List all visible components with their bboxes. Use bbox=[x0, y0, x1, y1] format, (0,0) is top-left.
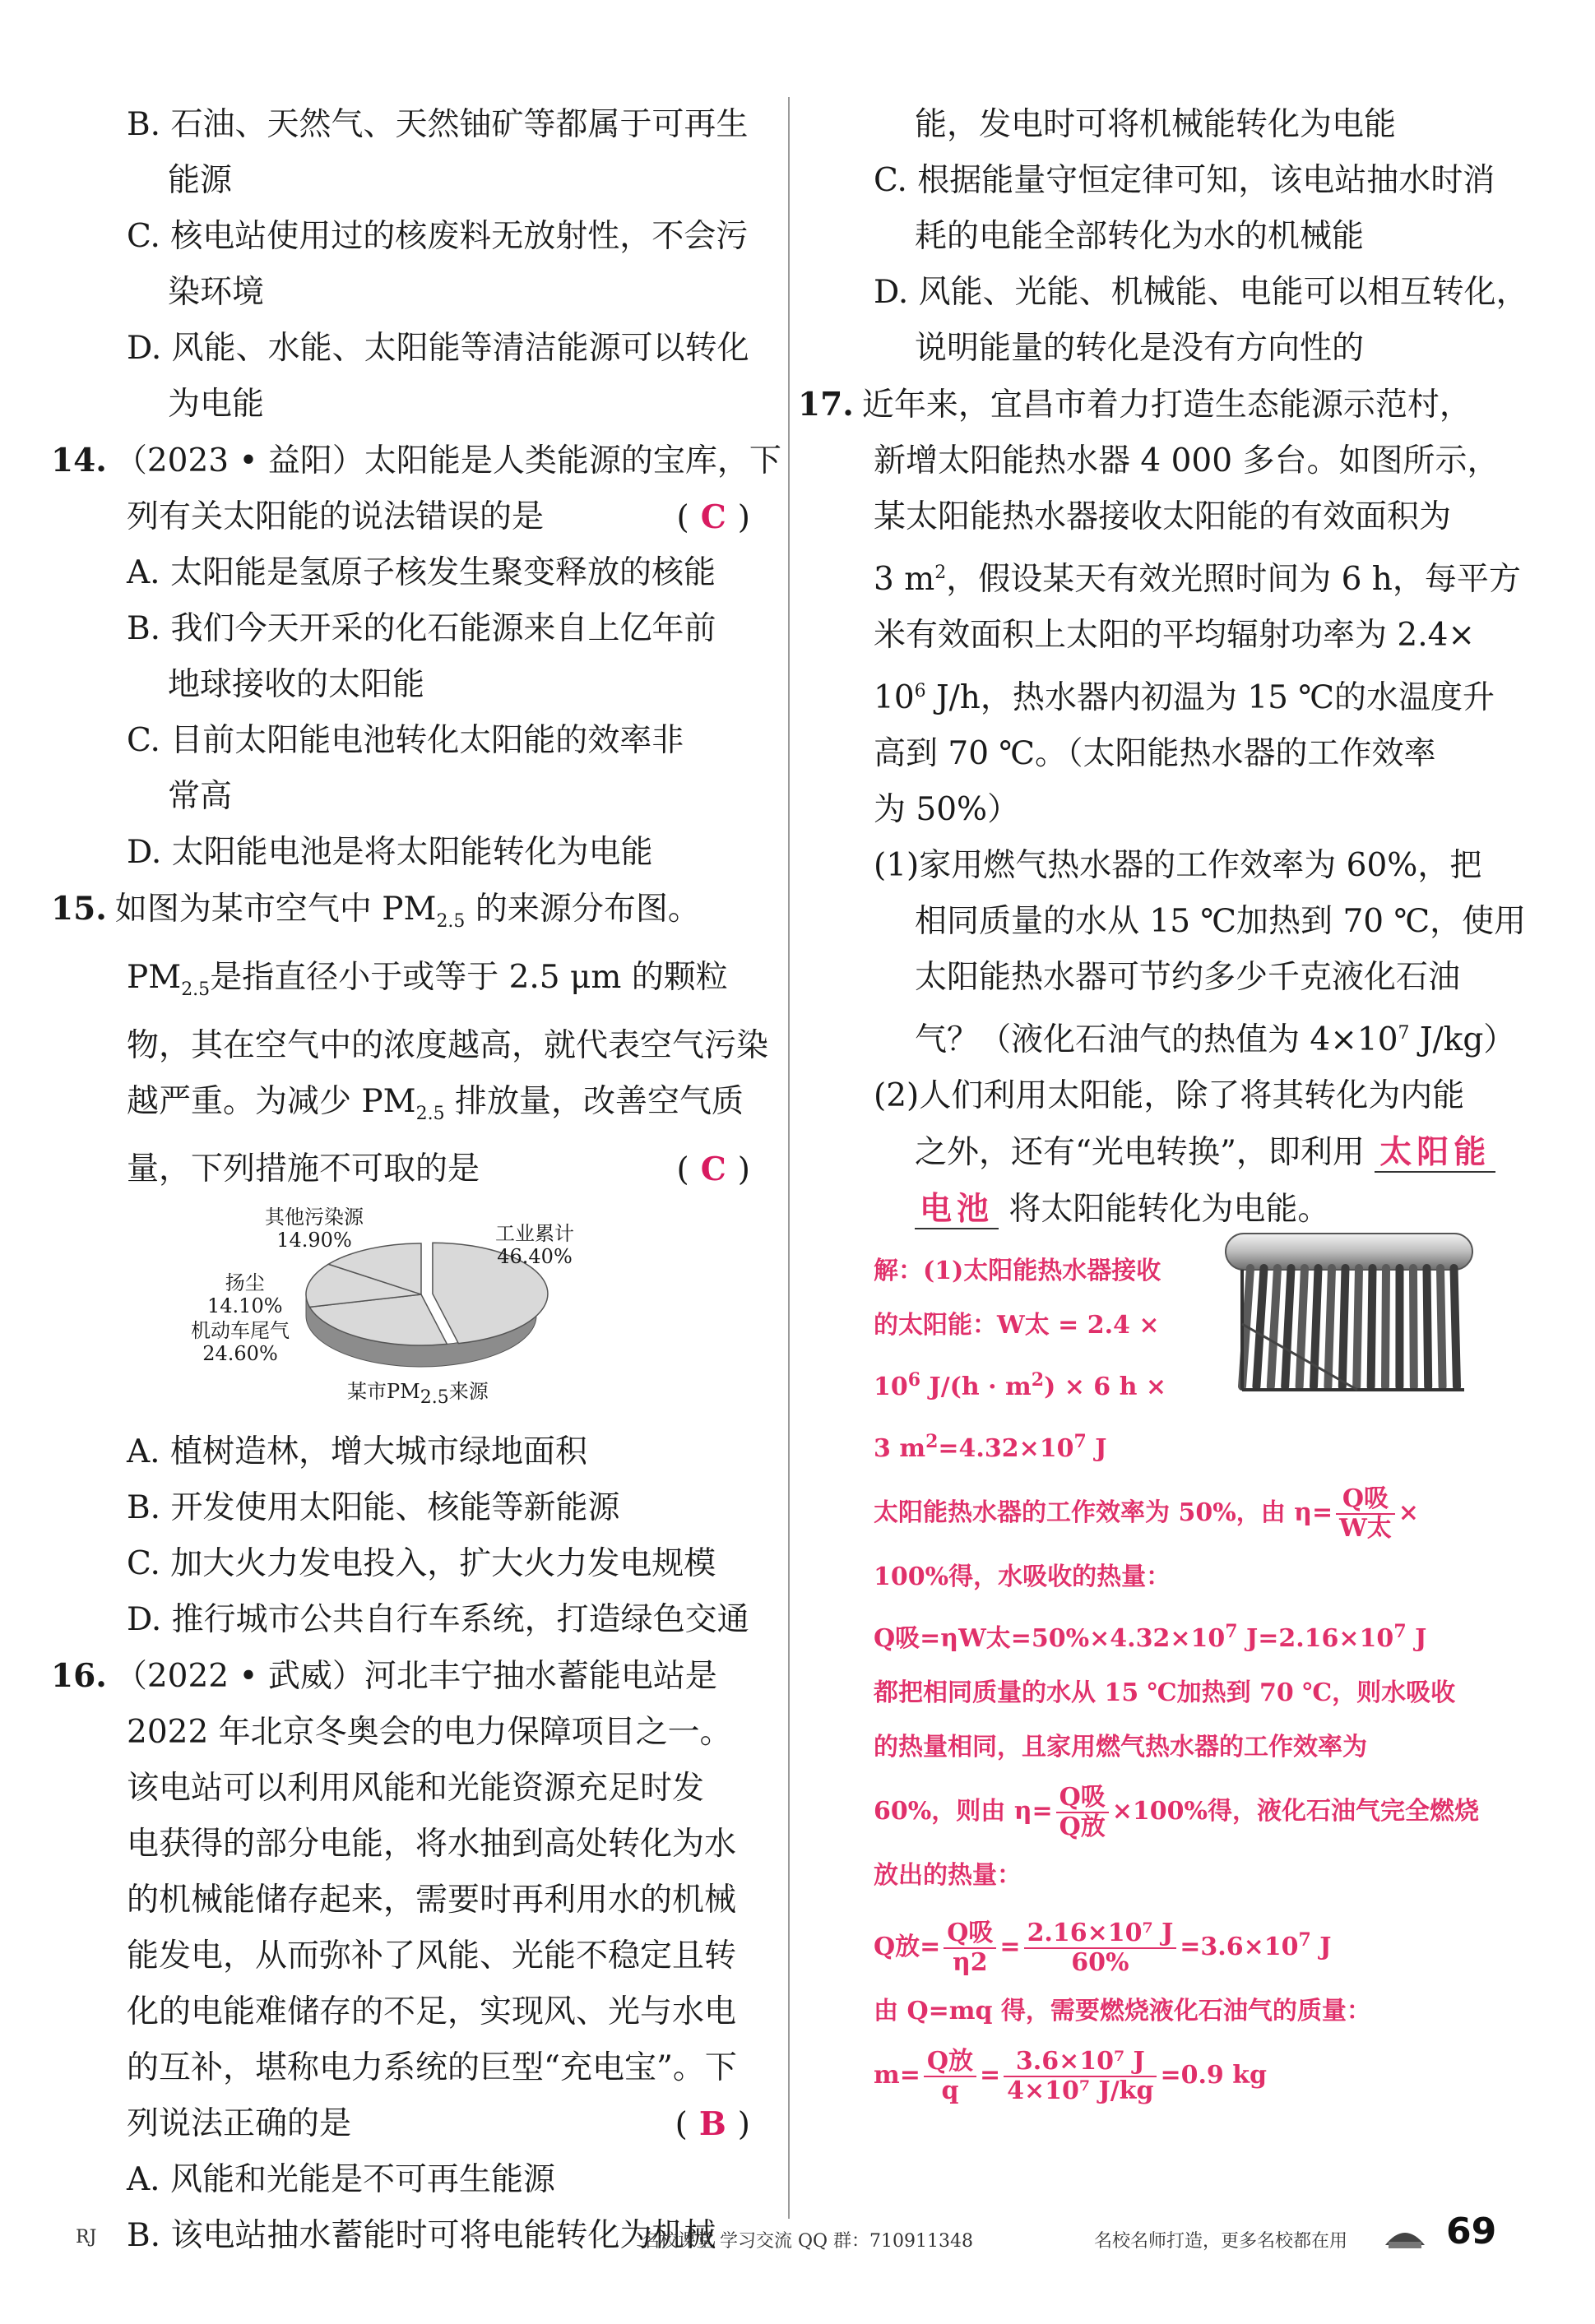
q17-stem: 17. 近年来，宜昌市着力打造生态能源示范村， bbox=[798, 386, 1472, 424]
column-divider bbox=[788, 97, 790, 2219]
q16-stem-6: 能发电，从而弥补了风能、光能不稳定且转 bbox=[127, 1937, 737, 1975]
q13-option-c: C. 核电站使用过的核废料无放射性，不会污 bbox=[127, 218, 749, 255]
label-other-sources: 其他污染源 14.90% bbox=[265, 1206, 364, 1252]
q13-option-c-cont: 染环境 bbox=[168, 274, 265, 311]
q14-number: 14. bbox=[51, 442, 107, 479]
q15-option-a: A. 植树造林，增大城市绿地面积 bbox=[127, 1433, 587, 1471]
q15-answer: ( C ) bbox=[676, 1150, 750, 1189]
vacuum-tube bbox=[1271, 1268, 1277, 1387]
answer-blank-1: 太阳能 bbox=[1375, 1133, 1495, 1173]
vacuum-tube bbox=[1440, 1268, 1443, 1387]
footer-edition: RJ bbox=[76, 2227, 97, 2248]
solution-line-10: 60%，则由 η= $\frac{\text{Q吸}}{\text{Q放}}$ ×100%得，液化石油气完全燃烧 bbox=[874, 1783, 1480, 1841]
q13-option-d-cont: 为电能 bbox=[168, 386, 265, 423]
solution-line-2: 的太阳能：W太 = 2.4 × bbox=[874, 1311, 1160, 1340]
label-dust: 扬尘 14.10% bbox=[207, 1271, 283, 1318]
q17-part2-2: 之外，还有“光电转换”，即利用 太阳能 bbox=[823, 1124, 1497, 1181]
solution-line-6: 100%得，水吸收的热量： bbox=[874, 1562, 1171, 1591]
q16-stem-2: 2022 年北京冬奥会的电力保障项目之一。 bbox=[127, 1714, 732, 1752]
q15-option-c: C. 加大火力发电投入，扩大火力发电规模 bbox=[127, 1545, 716, 1583]
solution-line-3: $10^6$ $J/(h \cdot m^2) \times 6$ h × bbox=[874, 1369, 1166, 1401]
q16-stem-7: 化的电能难储存的不足，实现风、光与水电 bbox=[127, 1993, 737, 2031]
page-number: 69 bbox=[1446, 2211, 1497, 2252]
q17-part1-2: 相同质量的水从 15 ℃加热到 70 ℃，使用 bbox=[915, 903, 1527, 940]
q16-option-c: C. 根据能量守恒定律可知，该电站抽水时消 bbox=[874, 162, 1495, 199]
q14-option-b: B. 我们今天开采的化石能源来自上亿年前 bbox=[127, 610, 716, 647]
fraction-q-release-value: $\frac{\text{2.16×10⁷ J}}{60\%}$ bbox=[1024, 1919, 1177, 1977]
solar-water-heater-image bbox=[1217, 1225, 1481, 1398]
q14-stem-cont: 列有关太阳能的说法错误的是 ( C ) bbox=[76, 489, 750, 545]
q15-stem: 15. 如图为某市空气中 $PM_{2.5}$ 的来源分布图。 bbox=[51, 890, 700, 932]
vacuum-tube bbox=[1371, 1268, 1373, 1387]
solution-line-12: Q放= $\frac{\text{Q吸}}{\eta 2}$ = $\frac{\text{2.16×10⁷ J}}{60\%}$ $=3.6\times 10^7$ J bbox=[874, 1919, 1332, 1977]
q16-stem-8: 的互补，堪称电力系统的巨型“充电宝”。下 bbox=[127, 2049, 737, 2087]
vacuum-tube bbox=[1413, 1268, 1414, 1387]
q16-option-d-cont: 说明能量的转化是没有方向性的 bbox=[915, 330, 1365, 367]
fraction-mass-value: $\frac{\text{3.6×10⁷ J}}{\text{4×10⁷ J/kg}}$ bbox=[1004, 2048, 1157, 2105]
solution-line-14: m= $\frac{\text{Q放}}{q}$ = $\frac{\text{3.6×10⁷ J}}{\text{4×10⁷ J/kg}}$ =0.9 kg bbox=[874, 2047, 1267, 2105]
vacuum-tube bbox=[1427, 1268, 1429, 1387]
vacuum-tube bbox=[1256, 1268, 1263, 1387]
q14-answer: ( C ) bbox=[676, 498, 750, 536]
q13-option-d: D. 风能、水能、太阳能等清洁能源可以转化 bbox=[127, 330, 749, 367]
solution-line-7: Q吸=ηW太$=50\%\times 4.32\times 10^7$ $J=2.16\times 10^7$ J bbox=[874, 1621, 1427, 1653]
q16-option-b: B. 该电站抽水蓄能时可将电能转化为机械 bbox=[127, 2217, 716, 2255]
chart-title: 某市$PM_{2.5}$来源 bbox=[347, 1380, 489, 1409]
pm25-pie-chart bbox=[191, 1204, 635, 1410]
q16-option-c-cont: 耗的电能全部转化为水的机械能 bbox=[915, 218, 1365, 255]
q17-number: 17. bbox=[798, 386, 854, 424]
q17-stem-6: $10^6$ J/h，热水器内初温为 15 ℃的水温度升 bbox=[874, 679, 1495, 716]
footer-qq-group: 名校课堂 学习交流 QQ 群：710911348 bbox=[642, 2231, 974, 2252]
solution-line-11: 放出的热量： bbox=[874, 1861, 1022, 1890]
solution-line-4: 3 $m^2=4.32\times 10^7$ J bbox=[874, 1431, 1107, 1463]
q14-option-d: D. 太阳能电池是将太阳能转化为电能 bbox=[127, 834, 653, 871]
q16-number: 16. bbox=[51, 1657, 107, 1696]
q17-part1: (1)家用燃气热水器的工作效率为 60%，把 bbox=[874, 847, 1482, 884]
vacuum-tube bbox=[1356, 1268, 1359, 1387]
label-vehicle: 机动车尾气 24.60% bbox=[191, 1319, 290, 1366]
q17-stem-8: 为 50%） bbox=[874, 791, 1020, 828]
fraction-eta-2: $\frac{\text{Q吸}}{\text{Q放}}$ bbox=[1056, 1784, 1109, 1841]
q14-option-a: A. 太阳能是氢原子核发生聚变释放的核能 bbox=[127, 554, 716, 591]
q16-stem-5: 的机械能储存起来，需要时再利用水的机械 bbox=[127, 1882, 737, 1919]
q16-option-a: A. 风能和光能是不可再生能源 bbox=[127, 2161, 555, 2199]
q15-stem-5: 量，下列措施不可取的是 ( C ) bbox=[76, 1141, 750, 1197]
vacuum-tube bbox=[1454, 1268, 1458, 1387]
q17-stem-4: 3 $m^2$，假设某天有效光照时间为 6 h，每平方 bbox=[874, 561, 1521, 598]
solution-line-13: 由 Q=mq 得，需要燃烧液化石油气的质量： bbox=[874, 1997, 1371, 2025]
q16-answer: ( B ) bbox=[675, 2105, 750, 2144]
publisher-logo-icon bbox=[1382, 2217, 1428, 2250]
right-column bbox=[798, 97, 1528, 2113]
vacuum-tubes bbox=[1242, 1268, 1457, 1387]
vacuum-tube bbox=[1314, 1268, 1319, 1387]
solution-line-9: 的热量相同，且家用燃气热水器的工作效率为 bbox=[874, 1733, 1367, 1762]
q17-stem-7: 高到 70 ℃。（太阳能热水器的工作效率 bbox=[874, 735, 1436, 772]
q17-part1-4: 气？（液化石油气的热值为 $4\times 10^7$ J/kg） bbox=[915, 1021, 1516, 1058]
vacuum-tube bbox=[1285, 1268, 1291, 1387]
q16-stem: 16. （2022 • 武威）河北丰宁抽水蓄能电站是 bbox=[51, 1657, 717, 1696]
q16-stem-3: 该电站可以利用风能和光能资源充足时发 bbox=[127, 1770, 705, 1808]
footer-slogan: 名校名师打造，更多名校都在用 bbox=[1094, 2231, 1348, 2252]
solution-line-5: 太阳能热水器的工作效率为 50%，由 η= $\frac{\text{Q吸}}{\text{W太}}$ × bbox=[874, 1484, 1419, 1543]
q14-option-c-cont: 常高 bbox=[168, 778, 233, 815]
vacuum-tube bbox=[1385, 1268, 1386, 1387]
q15-option-d: D. 推行城市公共自行车系统，打造绿色交通 bbox=[127, 1601, 749, 1639]
q17-stem-3: 某太阳能热水器接收太阳能的有效面积为 bbox=[874, 498, 1452, 535]
q15-stem-3: 物，其在空气中的浓度越高，就代表空气污染 bbox=[127, 1026, 769, 1064]
q16-option-b-cont: 能，发电时可将机械能转化为电能 bbox=[915, 106, 1397, 143]
vacuum-tube bbox=[1342, 1268, 1346, 1387]
q14-option-b-cont: 地球接收的太阳能 bbox=[168, 666, 425, 703]
fraction-mass: $\frac{\text{Q放}}{q}$ bbox=[924, 2048, 976, 2105]
q16-stem-4: 电获得的部分电能，将水抽到高处转化为水 bbox=[127, 1826, 737, 1863]
solution-line-8: 都把相同质量的水从 15 ℃加热到 70 ℃，则水吸收 bbox=[874, 1678, 1456, 1707]
q13-option-b: B. 石油、天然气、天然铀矿等都属于可再生 bbox=[127, 106, 749, 143]
answer-blank-2: 电池 bbox=[915, 1190, 999, 1229]
q14-stem: 14. （2023 • 益阳）太阳能是人类能源的宝库，下 bbox=[51, 442, 781, 479]
left-column bbox=[51, 97, 781, 2264]
vacuum-tube bbox=[1328, 1268, 1332, 1387]
vacuum-tube bbox=[1300, 1268, 1305, 1387]
q17-part2: (2)人们利用太阳能，除了将其转化为内能 bbox=[874, 1077, 1465, 1114]
q15-stem-2: $PM_{2.5}$是指直径小于或等于 2.5 μm 的颗粒 bbox=[127, 958, 728, 1000]
fraction-q-release: $\frac{\text{Q吸}}{\eta 2}$ bbox=[944, 1919, 996, 1977]
q16-option-d: D. 风能、光能、机械能、电能可以相互转化， bbox=[874, 274, 1528, 311]
q14-option-c: C. 目前太阳能电池转化太阳能的效率非 bbox=[127, 722, 684, 759]
label-industry: 工业累计 46.40% bbox=[495, 1222, 574, 1269]
q17-stem-5: 米有效面积上太阳的平均辐射功率为 2.4× bbox=[874, 617, 1476, 654]
fraction-eta: $\frac{\text{Q吸}}{\text{W太}}$ bbox=[1336, 1485, 1395, 1543]
q17-part1-3: 太阳能热水器可节约多少千克液化石油 bbox=[915, 959, 1461, 996]
q17-stem-2: 新增太阳能热水器 4 000 多台。如图所示， bbox=[874, 442, 1500, 479]
solution-line-1: 解：(1)太阳能热水器接收 bbox=[874, 1257, 1161, 1285]
q15-option-b: B. 开发使用太阳能、核能等新能源 bbox=[127, 1489, 620, 1527]
q17-part2-3: 电池 将太阳能转化为电能。 bbox=[823, 1181, 1497, 1238]
q16-stem-9: 列说法正确的是 ( B ) bbox=[76, 2096, 750, 2152]
q15-number: 15. bbox=[51, 890, 107, 928]
q15-stem-4: 越严重。为减少 $PM_{2.5}$ 排放量，改善空气质 bbox=[127, 1082, 744, 1124]
q13-option-b-cont: 能源 bbox=[168, 162, 233, 199]
